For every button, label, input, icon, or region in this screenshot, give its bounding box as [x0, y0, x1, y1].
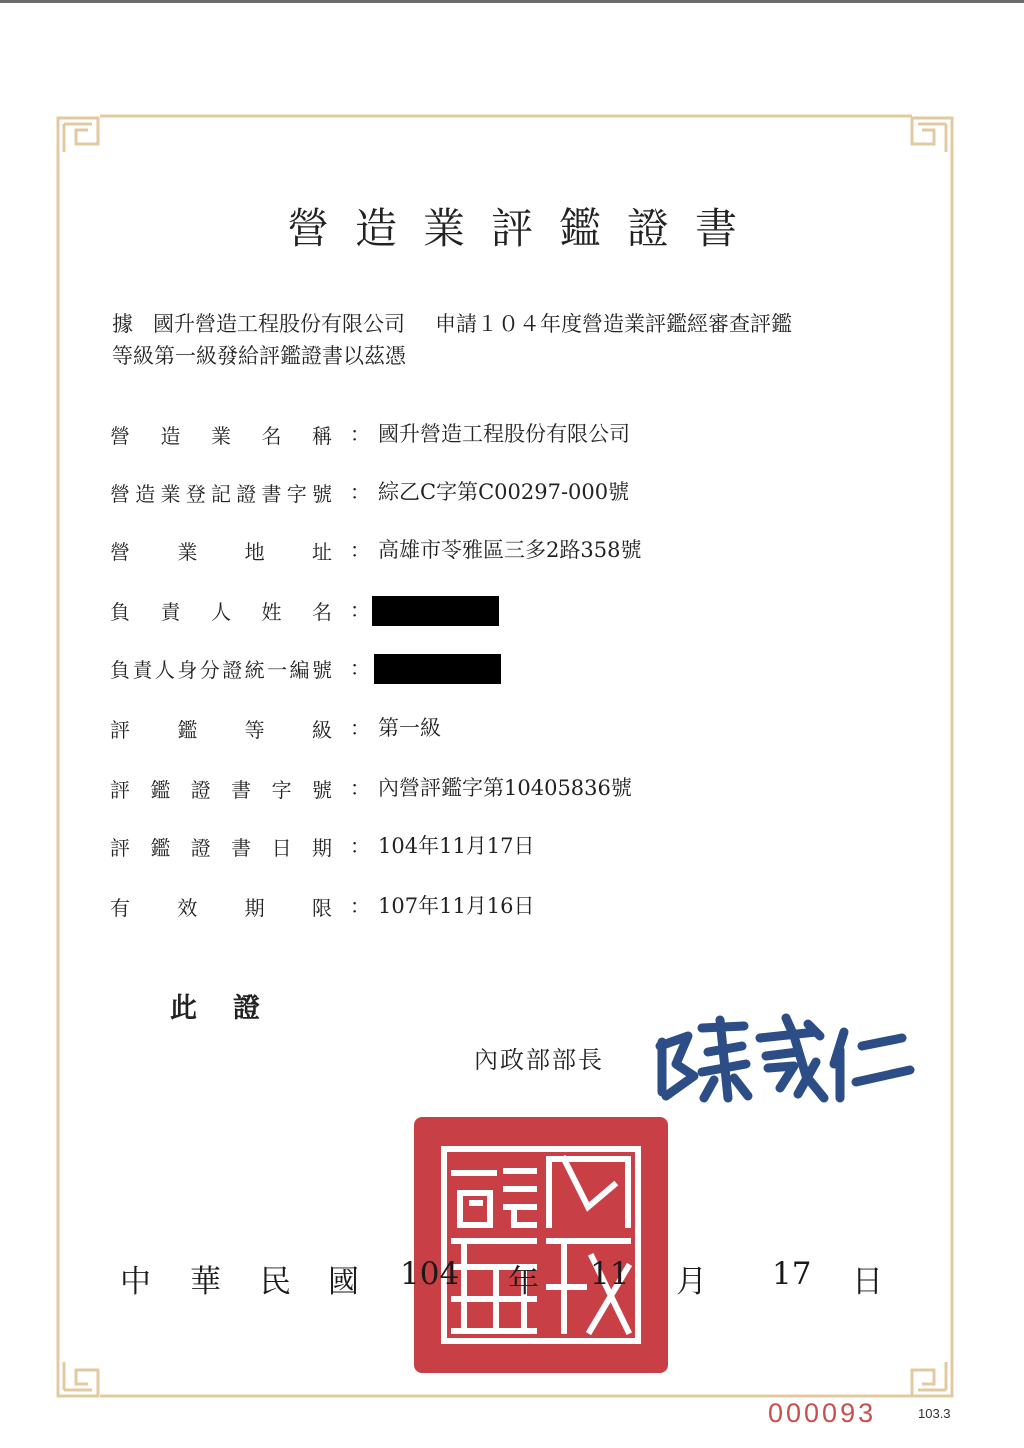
field-colon: ：: [350, 716, 370, 740]
field-colon: ：: [350, 598, 370, 622]
date-month: 11: [590, 1256, 630, 1292]
redaction-bar: [374, 654, 501, 684]
official-seal: [414, 1117, 668, 1373]
corner-ornament-tl: [58, 118, 98, 158]
intro-line-2: 等級第一級發給評鑑證書以茲憑: [112, 344, 406, 368]
field-label: 營 造 業 名 稱: [110, 423, 332, 448]
intro-paragraph: [112, 308, 912, 372]
certificate-title: 營造業評鑑證書: [286, 204, 763, 253]
minister-title: 內政部部長: [474, 1046, 604, 1074]
field-colon: ：: [350, 538, 370, 562]
field-row: [110, 474, 910, 510]
date-era-char-1: 中: [120, 1264, 151, 1300]
field-colon: ：: [350, 894, 370, 918]
field-label: 評 鑑 等 級: [110, 717, 332, 742]
field-row: [110, 592, 910, 628]
date-month-unit: 月: [676, 1264, 707, 1300]
field-row: [110, 532, 910, 568]
field-row: [110, 888, 910, 924]
corner-ornament-tr: [912, 118, 952, 158]
field-row: [110, 416, 910, 452]
field-row: [110, 770, 910, 806]
field-value: 第一級: [378, 716, 441, 740]
date-year-unit: 年: [508, 1264, 539, 1300]
field-label: 負 責 人 姓 名: [110, 599, 332, 624]
intro-line1-rest: 申請１０４年度營造業評鑑經審查評鑑: [435, 312, 792, 336]
field-colon: ：: [350, 834, 370, 858]
field-row: [110, 650, 910, 686]
field-label: 評 鑑 證 書 字 號: [110, 777, 332, 802]
field-row: [110, 710, 910, 746]
field-value: 107年11月16日: [378, 894, 535, 918]
date-year: 104: [400, 1256, 460, 1292]
field-value: 高雄市苓雅區三多2路358號: [378, 538, 642, 562]
issue-date: [120, 1256, 900, 1300]
date-era-char-2: 華: [190, 1264, 221, 1300]
field-value: 綜乙C字第C00297-000號: [378, 480, 630, 504]
date-era-char-3: 民: [260, 1264, 291, 1300]
date-day-unit: 日: [852, 1264, 883, 1300]
serial-number: 000093: [768, 1398, 877, 1428]
field-row: [110, 828, 910, 864]
date-day: 17: [772, 1256, 812, 1292]
field-label: 評 鑑 證 書 日 期: [110, 835, 332, 860]
field-value: 國升營造工程股份有限公司: [378, 422, 630, 446]
field-colon: ：: [350, 480, 370, 504]
field-label: 有 效 期 限: [110, 895, 332, 920]
field-colon: ：: [350, 656, 370, 680]
field-label: 營 造 業 登 記 證 書 字 號: [110, 481, 332, 506]
corner-ornament-bl: [58, 1356, 98, 1396]
closing-text: 此證: [170, 993, 296, 1024]
redaction-bar: [372, 596, 499, 626]
minister-signature: [648, 1006, 918, 1106]
field-label: 負 責 人 身 分 證 統 一 編 號: [110, 657, 332, 682]
field-colon: ：: [350, 776, 370, 800]
intro-line-1: [112, 308, 912, 340]
intro-company: 國升營造工程股份有限公司: [153, 312, 405, 336]
field-value: 內營評鑑字第10405836號: [378, 776, 632, 800]
field-value: 104年11月17日: [378, 834, 535, 858]
date-era-char-4: 國: [328, 1264, 359, 1300]
form-version: 103.3: [918, 1406, 951, 1421]
field-colon: ：: [350, 422, 370, 446]
intro-lead: 據: [112, 312, 133, 336]
field-label: 營 業 地 址: [110, 539, 332, 564]
corner-ornament-br: [912, 1356, 952, 1396]
